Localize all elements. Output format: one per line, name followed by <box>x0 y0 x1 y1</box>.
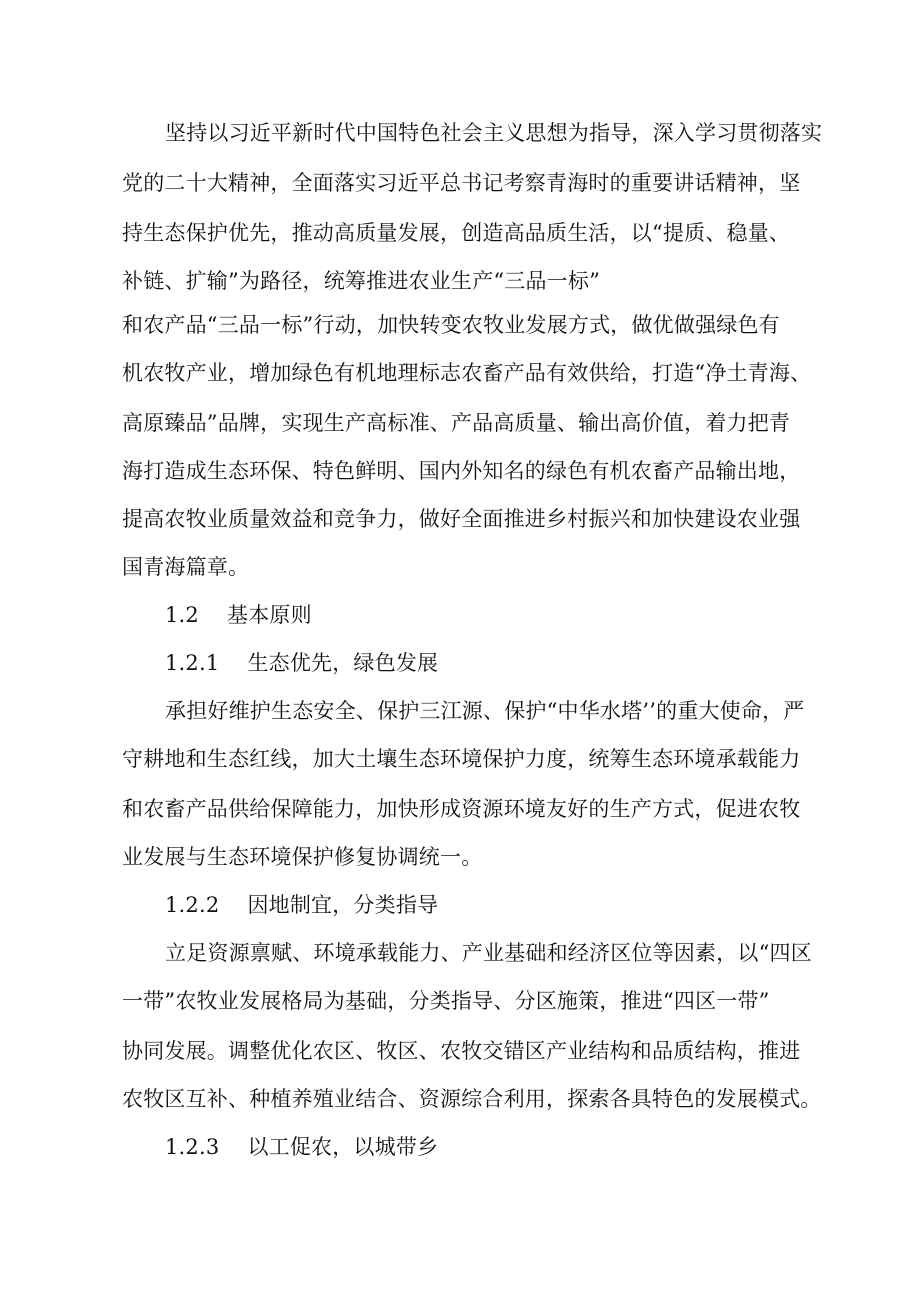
section-heading-1-2 <box>0 600 920 630</box>
text-line: 一带”农牧业发展格局为基础，分类指导、分区施策，推进“四区一带” <box>122 989 770 1013</box>
text-line: 业发展与生态环境保护修复协调统一。 <box>122 845 483 869</box>
section-number: 1.2.1 <box>165 651 220 675</box>
section-heading-1-2-2 <box>0 890 920 920</box>
section-title: 基本原则 <box>227 603 312 627</box>
text-line: 持生态保护优先，推动高质量发展，创造高品质生活，以“提质、稳量、 <box>122 221 791 245</box>
text-line: 承担好维护生态安全、保护三江源、保护“中华水塔’’的重大使命，严 <box>165 699 805 723</box>
text-line: 机农牧产业，增加绿色有机地理标志农畜产品有效供给，打造“净土青海、 <box>122 361 812 385</box>
text-line: 守耕地和生态红线，加大土壤生态环境保护力度，统筹生态环境承载能力 <box>122 747 801 771</box>
section-number: 1.2.3 <box>165 1135 220 1159</box>
text-line: 和农产品“三品一标”行动，加快转变农牧业发展方式，做优做强绿色有 <box>122 313 780 337</box>
section-number: 1.2.2 <box>165 893 220 917</box>
text-line: 海打造成生态环保、特色鲜明、国内外知名的绿色有机农畜产品输出地， <box>122 459 801 483</box>
text-line: 补链、扩输”为路径，统筹推进农业生产“三品一标” <box>122 269 601 293</box>
section-title: 生态优先，绿色发展 <box>247 651 439 675</box>
text-line: 国青海篇章。 <box>122 555 250 579</box>
text-line: 农牧区互补、种植养殖业结合、资源综合利用，探索各具特色的发展模式。 <box>122 1087 822 1111</box>
text-line: 高原臻品”品牌，实现生产高标准、产品高质量、输出高价值，着力把青 <box>122 411 791 435</box>
text-line: 协同发展。调整优化农区、牧区、农牧交错区产业结构和品质结构，推进 <box>122 1039 801 1063</box>
section-heading-1-2-1 <box>0 648 920 678</box>
text-line: 坚持以习近平新时代中国特色社会主义思想为指导，深入学习贯彻落实 <box>165 121 823 145</box>
text-line: 党的二十大精神，全面落实习近平总书记考察青海时的重要讲话精神，坚 <box>122 171 801 195</box>
text-line: 立足资源禀赋、环境承载能力、产业基础和经济区位等因素，以“四区 <box>165 941 812 965</box>
text-line: 提高农牧业质量效益和竞争力，做好全面推进乡村振兴和加快建设农业强 <box>122 507 801 531</box>
section-title: 以工促农，以城带乡 <box>247 1135 439 1159</box>
section-title: 因地制宜，分类指导 <box>247 893 439 917</box>
section-heading-1-2-3 <box>0 1132 920 1162</box>
section-number: 1.2 <box>165 603 199 627</box>
text-line: 和农畜产品供给保障能力，加快形成资源环境友好的生产方式，促进农牧 <box>122 797 801 821</box>
